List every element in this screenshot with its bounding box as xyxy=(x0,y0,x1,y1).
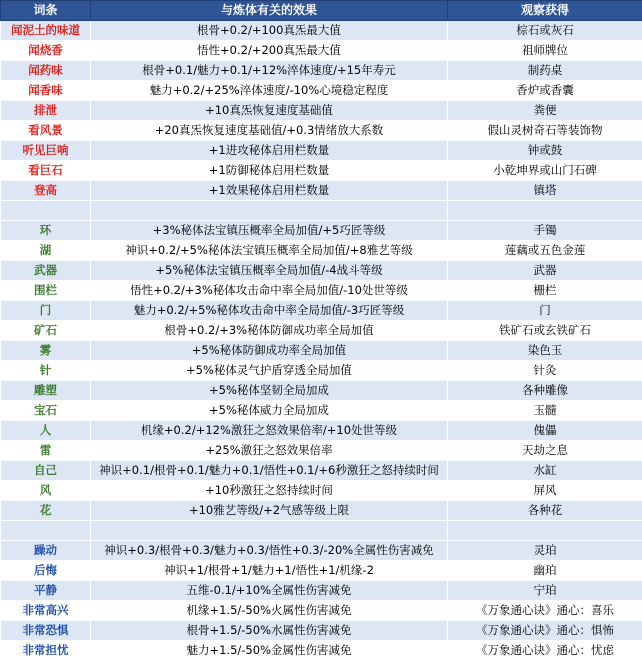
table-row xyxy=(1,221,642,241)
table-row xyxy=(1,621,642,641)
effect-cell: +1进攻秘体启用栏数量 xyxy=(91,141,448,161)
separator-cell xyxy=(91,201,448,221)
term-cell: 平静 xyxy=(1,581,91,601)
source-cell: 针灸 xyxy=(448,361,642,381)
effect-cell: 根骨+1.5/-50%水属性伤害减免 xyxy=(91,621,448,641)
effect-cell: 根骨+0.1/魅力+0.1/+12%淬体速度/+15年寿元 xyxy=(91,61,448,81)
term-cell: 围栏 xyxy=(1,281,91,301)
term-cell: 自己 xyxy=(1,461,91,481)
effect-cell: 神识+0.1/根骨+0.1/魅力+0.1/悟性+0.1/+6秒激狂之怒持续时间 xyxy=(91,461,448,481)
effect-cell: 魅力+0.2/+5%秘体攻击命中率全局加值/-3巧匠等级 xyxy=(91,301,448,321)
term-cell: 闻烧香 xyxy=(1,41,91,61)
table-row xyxy=(1,141,642,161)
source-cell: 幽珀 xyxy=(448,561,642,581)
source-cell: 门 xyxy=(448,301,642,321)
table-row xyxy=(1,241,642,261)
header-term: 词条 xyxy=(1,1,91,21)
source-cell: 手镯 xyxy=(448,221,642,241)
term-cell: 排泄 xyxy=(1,101,91,121)
table-row xyxy=(1,21,642,41)
term-cell: 听见巨响 xyxy=(1,141,91,161)
term-cell: 看风景 xyxy=(1,121,91,141)
effect-cell: 根骨+0.2/+3%秘体防御成功率全局加值 xyxy=(91,321,448,341)
term-cell: 看巨石 xyxy=(1,161,91,181)
term-cell: 风 xyxy=(1,481,91,501)
effect-cell: +5%秘体坚韧全局加成 xyxy=(91,381,448,401)
source-cell: 祖师牌位 xyxy=(448,41,642,61)
effect-cell: 神识+0.2/+5%秘体法宝镇压概率全局加值/+8雅艺等级 xyxy=(91,241,448,261)
table-row xyxy=(1,501,642,521)
term-cell: 躁动 xyxy=(1,541,91,561)
source-cell: 天劫之息 xyxy=(448,441,642,461)
term-cell: 非常担忧 xyxy=(1,641,91,661)
table-body xyxy=(1,21,642,661)
effect-cell: 魅力+0.2/+25%淬体速度/-10%心境稳定程度 xyxy=(91,81,448,101)
term-cell: 非常恐惧 xyxy=(1,621,91,641)
term-cell: 环 xyxy=(1,221,91,241)
effect-cell: 神识+1/根骨+1/魅力+1/悟性+1/机缘-2 xyxy=(91,561,448,581)
source-cell: 莲藕或五色金莲 xyxy=(448,241,642,261)
table-row xyxy=(1,541,642,561)
term-cell: 雕塑 xyxy=(1,381,91,401)
table-row xyxy=(1,281,642,301)
source-cell: 栅栏 xyxy=(448,281,642,301)
group-separator-row xyxy=(1,201,642,221)
effect-cell: 根骨+0.2/+100真炁最大值 xyxy=(91,21,448,41)
source-cell: 屏风 xyxy=(448,481,642,501)
term-cell: 后悔 xyxy=(1,561,91,581)
source-cell: 武器 xyxy=(448,261,642,281)
separator-cell xyxy=(1,201,91,221)
table-row xyxy=(1,381,642,401)
table-row xyxy=(1,561,642,581)
effect-cell: +20真炁恢复速度基础值/+0.3情绪放大系数 xyxy=(91,121,448,141)
term-cell: 湖 xyxy=(1,241,91,261)
effect-cell: +1防御秘体启用栏数量 xyxy=(91,161,448,181)
effect-cell: +10秒激狂之怒持续时间 xyxy=(91,481,448,501)
effect-cell: +5%秘体防御成功率全局加值 xyxy=(91,341,448,361)
effect-cell: +10雅艺等级/+2气感等级上限 xyxy=(91,501,448,521)
source-cell: 《万象通心诀》通心：惧怖 xyxy=(448,621,642,641)
table-row xyxy=(1,81,642,101)
source-cell: 《万象通心诀》通心：喜乐 xyxy=(448,601,642,621)
table-row xyxy=(1,361,642,381)
table-row xyxy=(1,641,642,661)
source-cell: 钟或鼓 xyxy=(448,141,642,161)
source-cell: 粪便 xyxy=(448,101,642,121)
source-cell: 棕石或灰石 xyxy=(448,21,642,41)
source-cell: 小乾坤界或山门石碑 xyxy=(448,161,642,181)
header-effect: 与炼体有关的效果 xyxy=(91,1,448,21)
term-cell: 矿石 xyxy=(1,321,91,341)
source-cell: 香炉或香囊 xyxy=(448,81,642,101)
term-cell: 雾 xyxy=(1,341,91,361)
effect-cell: 魅力+1.5/-50%金属性伤害减免 xyxy=(91,641,448,661)
term-cell: 雷 xyxy=(1,441,91,461)
table-row xyxy=(1,41,642,61)
table-row xyxy=(1,101,642,121)
source-cell: 玉髓 xyxy=(448,401,642,421)
term-cell: 宝石 xyxy=(1,401,91,421)
term-cell: 闻泥土的味道 xyxy=(1,21,91,41)
table-row xyxy=(1,261,642,281)
effect-cell: 神识+0.3/根骨+0.3/魅力+0.3/悟性+0.3/-20%全属性伤害减免 xyxy=(91,541,448,561)
source-cell: 染色玉 xyxy=(448,341,642,361)
source-cell: 傀儡 xyxy=(448,421,642,441)
source-cell: 铁矿石或玄铁矿石 xyxy=(448,321,642,341)
effect-cell: 悟性+0.2/+3%秘体攻击命中率全局加值/-10处世等级 xyxy=(91,281,448,301)
table-row xyxy=(1,581,642,601)
term-cell: 人 xyxy=(1,421,91,441)
effect-cell: +5%秘体法宝镇压概率全局加值/-4战斗等级 xyxy=(91,261,448,281)
table-row xyxy=(1,421,642,441)
term-cell: 闻药味 xyxy=(1,61,91,81)
source-cell: 水缸 xyxy=(448,461,642,481)
effect-cell: 五维-0.1/+10%全属性伤害减免 xyxy=(91,581,448,601)
source-cell: 《万象通心诀》通心：忧虑 xyxy=(448,641,642,661)
term-cell: 花 xyxy=(1,501,91,521)
term-cell: 登高 xyxy=(1,181,91,201)
effect-cell: +5%秘体威力全局加成 xyxy=(91,401,448,421)
table-row xyxy=(1,301,642,321)
effect-cell: +3%秘体法宝镇压概率全局加值/+5巧匠等级 xyxy=(91,221,448,241)
term-cell: 门 xyxy=(1,301,91,321)
source-cell: 灵珀 xyxy=(448,541,642,561)
table-row xyxy=(1,321,642,341)
source-cell: 各种雕像 xyxy=(448,381,642,401)
effect-cell: 机缘+1.5/-50%火属性伤害减免 xyxy=(91,601,448,621)
effect-cell: +10真炁恢复速度基础值 xyxy=(91,101,448,121)
source-cell: 制药桌 xyxy=(448,61,642,81)
separator-cell xyxy=(448,521,642,541)
table-row xyxy=(1,341,642,361)
separator-cell xyxy=(448,201,642,221)
effect-cell: 机缘+0.2/+12%激狂之怒效果倍率/+10处世等级 xyxy=(91,421,448,441)
effect-cell: +25%激狂之怒效果倍率 xyxy=(91,441,448,461)
header-source: 观察获得 xyxy=(448,1,642,21)
table-row xyxy=(1,161,642,181)
separator-cell xyxy=(91,521,448,541)
table-row xyxy=(1,61,642,81)
table-row xyxy=(1,441,642,461)
source-cell: 镇塔 xyxy=(448,181,642,201)
term-cell: 闻香味 xyxy=(1,81,91,101)
table-row xyxy=(1,461,642,481)
separator-cell xyxy=(1,521,91,541)
effect-cell: 悟性+0.2/+200真炁最大值 xyxy=(91,41,448,61)
source-cell: 各种花 xyxy=(448,501,642,521)
header-row xyxy=(1,1,642,21)
source-cell: 假山灵树奇石等装饰物 xyxy=(448,121,642,141)
group-separator-row xyxy=(1,521,642,541)
table-row xyxy=(1,181,642,201)
term-cell: 针 xyxy=(1,361,91,381)
table-row xyxy=(1,601,642,621)
table-row xyxy=(1,401,642,421)
effect-cell: +1效果秘体启用栏数量 xyxy=(91,181,448,201)
term-cell: 非常高兴 xyxy=(1,601,91,621)
term-cell: 武器 xyxy=(1,261,91,281)
table-row xyxy=(1,121,642,141)
table-row xyxy=(1,481,642,501)
effect-cell: +5%秘体灵气护盾穿透全局加值 xyxy=(91,361,448,381)
source-cell: 宁珀 xyxy=(448,581,642,601)
